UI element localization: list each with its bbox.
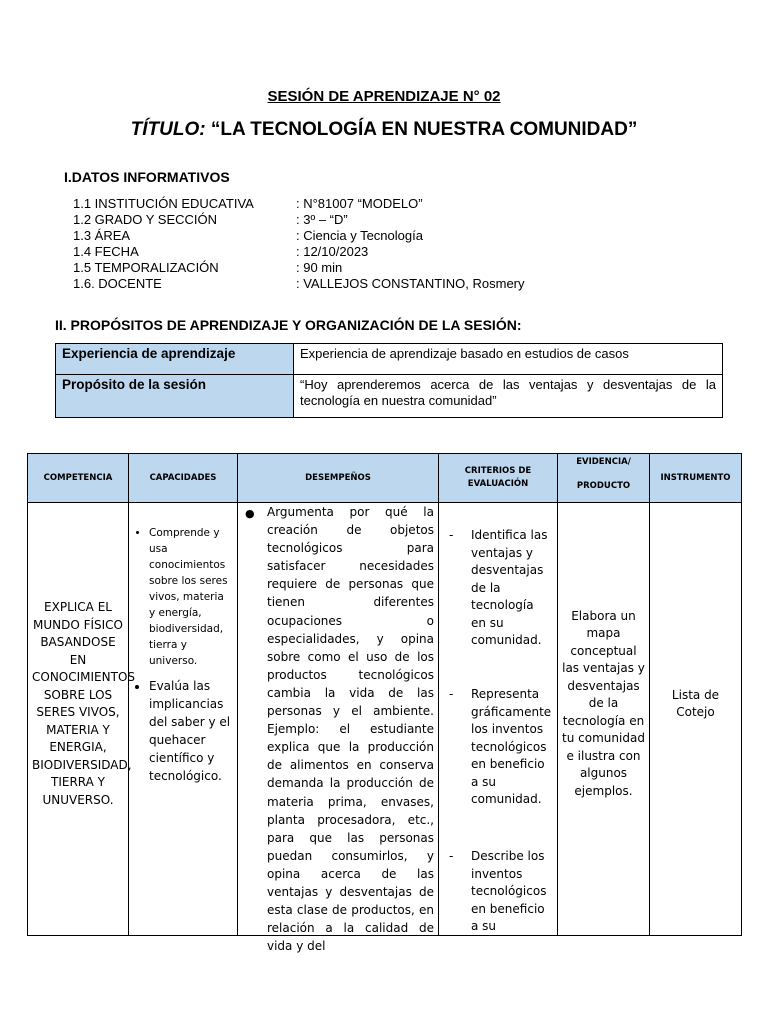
list-item: • Comprende y usa conocimientos sobre los seres vivos, materia y energía, biodiversidad, tierra y universo.: [149, 525, 233, 669]
info-value: : Ciencia y Tecnología: [296, 228, 423, 243]
table-row: [56, 375, 723, 418]
header-competencia: COMPETENCIA: [28, 454, 129, 503]
list-item: [445, 686, 551, 809]
info-value: : N°81007 “MODELO”: [296, 196, 423, 211]
dash-icon: -: [449, 528, 454, 542]
list-item: [445, 527, 551, 650]
section-heading-datos: I.DATOS INFORMATIVOS: [64, 169, 230, 185]
competencia-text: EXPLICA EL MUNDO FÍSICO BASANDOSE EN CONOCIMIENTOS SOBRE LOS SERES VIVOS, MATERIA Y ENERGIA, BIODIVERSIDAD, TIERRA Y UNUVERSO.: [32, 600, 136, 807]
info-key: 1.4 FECHA: [73, 244, 139, 259]
info-value: : VALLEJOS CONSTANTINO, Rosmery: [296, 276, 525, 291]
competencia-cell: [28, 503, 136, 936]
purpose-table: [55, 343, 723, 418]
capacidades-list: [135, 525, 233, 785]
purpose-value: “Hoy aprenderemos acerca de las ventajas y desventajas de la tecnología en nuestra comunidad”: [294, 375, 723, 418]
header-evidencia-line2: PRODUCTO: [576, 481, 631, 491]
info-key: 1.3 ÁREA: [73, 228, 131, 243]
info-key: 1.5 TEMPORALIZACIÓN: [73, 260, 219, 275]
instrumento-text: Lista de Cotejo: [671, 687, 720, 719]
desempeno-cell: [238, 503, 439, 954]
matrix-header-row: [28, 454, 742, 503]
criterio-text: Representa gráficamente los inventos tecnológicos en beneficio a su comunidad.: [471, 687, 552, 806]
info-value: : 3º – “D”: [296, 212, 348, 227]
title-text: “LA TECNOLOGÍA EN NUESTRA COMUNIDAD”: [210, 119, 638, 140]
header-instrumento: INSTRUMENTO: [650, 454, 742, 503]
evaluation-matrix: [27, 453, 742, 954]
info-key: 1.2 GRADO Y SECCIÓN: [73, 212, 218, 227]
table-row: [56, 344, 723, 375]
criterio-text: Identifica las ventajas y desventajas de la tecnología en su comunidad.: [471, 528, 548, 647]
bullet-icon: ●: [245, 507, 255, 520]
list-item: • Evalúa las implicancias del saber y el quehacer científico y tecnológico.: [149, 677, 233, 785]
header-desempenos: DESEMPEÑOS: [238, 454, 439, 503]
header-criterios: CRITERIOS DE EVALUACIÓN: [439, 454, 558, 503]
dash-icon: -: [449, 687, 454, 701]
session-title: SESIÓN DE APRENDIZAJE N° 02: [267, 88, 501, 105]
info-key: 1.1 INSTITUCIÓN EDUCATIVA: [73, 196, 254, 211]
purpose-key: Propósito de la sesión: [56, 375, 294, 418]
header-capacidades: CAPACIDADES: [129, 454, 238, 503]
section-heading-propositos: II. PROPÓSITOS DE APRENDIZAJE Y ORGANIZACIÓN DE LA SESIÓN:: [55, 317, 522, 333]
evidencia-cell: [558, 503, 650, 936]
title-label: TÍTULO:: [130, 119, 206, 140]
criterio-text: Describe los inventos tecnológicos en beneficio a su: [471, 849, 547, 933]
list-item: [445, 848, 551, 936]
info-key: 1.6. DOCENTE: [73, 276, 162, 291]
capacidades-cell: [129, 503, 238, 936]
header-evidencia-line1: EVIDENCIA/: [576, 457, 631, 467]
info-value: : 12/10/2023: [296, 244, 369, 259]
matrix-body-row: [28, 503, 742, 936]
evidencia-text: Elabora un mapa conceptual las ventajas y desventajas de la tecnología en tu comunidad e ilustra con algunos ejemplos.: [562, 608, 645, 798]
dash-icon: -: [449, 849, 454, 863]
info-value: : 90 min: [296, 260, 343, 275]
main-title: [0, 119, 768, 141]
criterios-cell: [439, 503, 558, 936]
purpose-key: Experiencia de aprendizaje: [56, 344, 294, 375]
desempeno-text: Argumenta por qué la creación de objetos tecnológicos para satisfacer necesidades requiere de personas que tienen diferentes ocupaciones o especialidades, y opina sobre como el uso de los productos tecnológicos cambia la vida de las personas y el ambiente. Ejemplo: el estudiante explica que la producción de alimentos en conserva demanda la producción de materia prima, envases, planta procesadora, etc., para que las personas puedan consumirlos, y opina acerca de las ventajas y desventajas de esta clase de productos, en relación a la calidad de vida y del: [267, 505, 434, 954]
purpose-value: Experiencia de aprendizaje basado en estudios de casos: [294, 344, 723, 375]
header-evidencia: [558, 454, 650, 503]
instrumento-cell: [650, 503, 742, 936]
